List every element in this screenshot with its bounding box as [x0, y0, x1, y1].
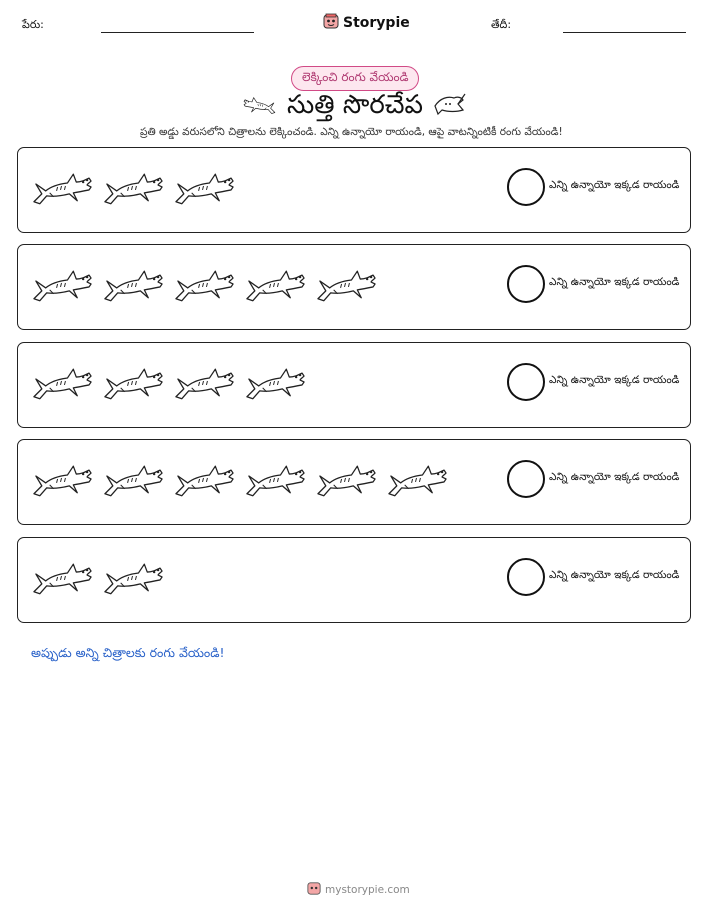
hammerhead-shark-icon — [314, 456, 377, 504]
hammerhead-shark-icon — [30, 456, 93, 504]
hammerhead-shark-icon — [30, 261, 93, 309]
stingray-icon — [432, 90, 466, 122]
hammerhead-shark-icon — [314, 261, 377, 309]
hammerhead-shark-icon — [172, 164, 235, 212]
hammerhead-shark-icon — [30, 554, 93, 602]
answer-label: ఎన్ని ఉన్నాయో ఇక్కడ రాయండి — [549, 569, 680, 581]
count-row — [17, 147, 691, 233]
hammerhead-shark-icon — [101, 456, 164, 504]
answer-label: ఎన్ని ఉన్నాయో ఇక్కడ రాయండి — [549, 471, 680, 483]
hammerhead-shark-icon — [243, 261, 306, 309]
brand-logo — [323, 13, 410, 33]
count-row — [17, 439, 691, 525]
hammerhead-shark-icon — [172, 456, 235, 504]
shark-group — [30, 359, 306, 407]
instructions: ప్రతి అడ్డు వరుసలోని చిత్రాలను లెక్కించండి. ఎన్ని ఉన్నాయో రాయండి, ఆపై వాటన్నింటికీ రంగు వేయండి! — [140, 126, 563, 138]
date-field[interactable] — [563, 32, 686, 33]
hammerhead-shark-icon — [385, 456, 448, 504]
answer-circle[interactable] — [507, 558, 545, 596]
name-field[interactable] — [101, 32, 254, 33]
answer-label: ఎన్ని ఉన్నాయో ఇక్కడ రాయండి — [549, 374, 680, 386]
answer-label: ఎన్ని ఉన్నాయో ఇక్కడ రాయండి — [549, 276, 680, 288]
hammerhead-shark-icon — [101, 261, 164, 309]
shark-group — [30, 261, 377, 309]
answer-circle[interactable] — [507, 460, 545, 498]
shark-group — [30, 456, 448, 504]
hammerhead-shark-icon — [30, 164, 93, 212]
footer-url: mystorypie.com — [325, 883, 410, 896]
answer-circle[interactable] — [507, 168, 545, 206]
hammerhead-shark-icon — [30, 359, 93, 407]
answer-label: ఎన్ని ఉన్నాయో ఇక్కడ రాయండి — [549, 179, 680, 191]
count-row — [17, 537, 691, 623]
hammerhead-shark-icon — [101, 359, 164, 407]
count-row — [17, 244, 691, 330]
date-label: తేదీ: — [491, 18, 512, 31]
hammerhead-shark-icon — [172, 359, 235, 407]
brand-name: Storypie — [343, 15, 410, 31]
hammerhead-shark-icon — [243, 359, 306, 407]
closing-note: అప్పుడు అన్ని చిత్రాలకు రంగు వేయండి! — [31, 645, 225, 660]
hammerhead-shark-icon — [101, 554, 164, 602]
storypie-logo-icon — [307, 881, 321, 898]
hammerhead-shark-icon — [243, 456, 306, 504]
hammerhead-shark-icon — [101, 164, 164, 212]
count-row — [17, 342, 691, 428]
name-label: పేరు: — [22, 18, 44, 31]
answer-circle[interactable] — [507, 363, 545, 401]
page-title: సుత్తి సొరచేప — [287, 90, 423, 120]
storypie-logo-icon — [323, 13, 339, 33]
shark-group — [30, 554, 164, 602]
footer-site — [307, 881, 410, 898]
activity-badge: లెక్కించి రంగు వేయండి — [291, 66, 419, 91]
hammerhead-shark-icon — [243, 90, 277, 122]
shark-group — [30, 164, 235, 212]
hammerhead-shark-icon — [172, 261, 235, 309]
answer-circle[interactable] — [507, 265, 545, 303]
